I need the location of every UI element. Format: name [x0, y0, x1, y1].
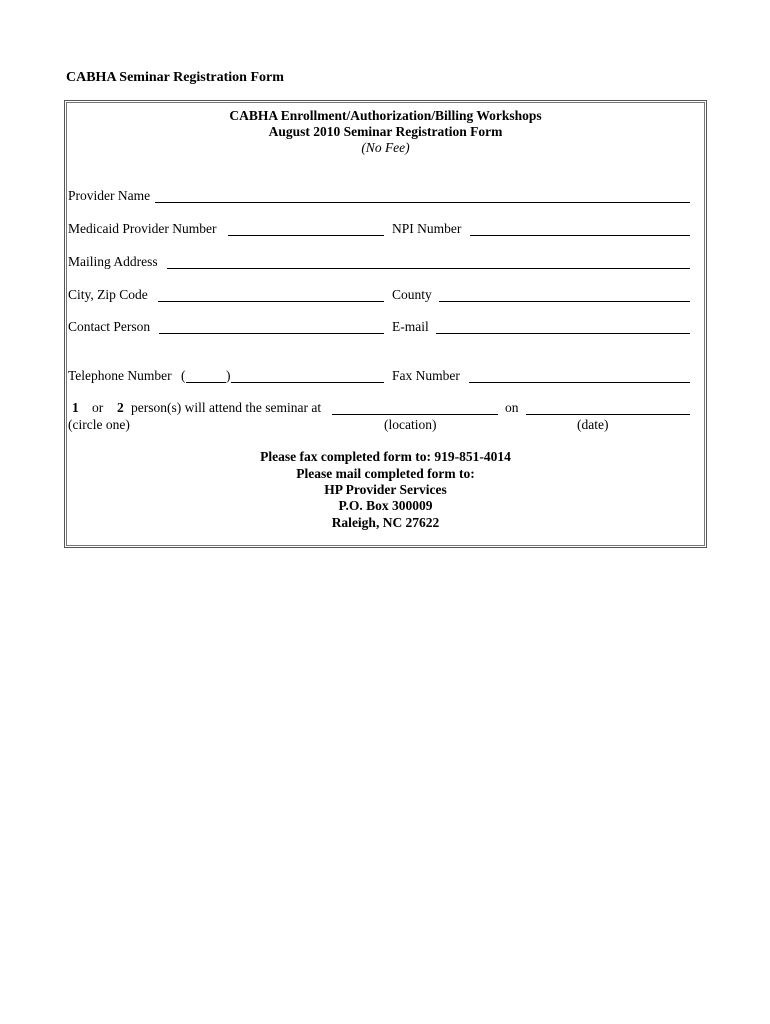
- form-subheading: August 2010 Seminar Registration Form: [268, 124, 503, 139]
- circle-one-note: (circle one): [68, 417, 130, 432]
- document-title: CABHA Seminar Registration Form: [66, 70, 284, 85]
- area-code-field[interactable]: [186, 382, 226, 383]
- or-text: or: [92, 400, 104, 415]
- city-zip-label: City, Zip Code: [68, 287, 148, 302]
- city-zip-field[interactable]: [158, 301, 384, 302]
- county-label: County: [392, 287, 432, 302]
- date-field[interactable]: [526, 414, 690, 415]
- area-code-close-paren: ): [226, 368, 231, 383]
- fax-number-label: Fax Number: [392, 368, 460, 383]
- attendee-option-one[interactable]: 1: [72, 400, 79, 415]
- mail-city: Raleigh, NC 27622: [331, 515, 440, 530]
- fax-number-field[interactable]: [469, 382, 690, 383]
- npi-number-label: NPI Number: [392, 221, 462, 236]
- mail-po-box: P.O. Box 300009: [338, 498, 433, 513]
- date-caption: (date): [577, 417, 609, 432]
- telephone-label: Telephone Number: [68, 368, 172, 383]
- mail-organization: HP Provider Services: [324, 482, 447, 497]
- fee-note: (No Fee): [361, 140, 410, 155]
- registration-form-box: [64, 100, 707, 548]
- attendance-text: person(s) will attend the seminar at: [131, 400, 322, 415]
- email-field[interactable]: [436, 333, 690, 334]
- on-text: on: [505, 400, 519, 415]
- form-heading: CABHA Enrollment/Authorization/Billing Workshops: [229, 108, 542, 123]
- location-caption: (location): [384, 417, 437, 432]
- provider-name-label: Provider Name: [68, 188, 151, 203]
- mail-instructions: Please mail completed form to:: [296, 466, 475, 481]
- area-code-open-paren: (: [181, 368, 186, 383]
- npi-number-field[interactable]: [470, 235, 690, 236]
- contact-person-field[interactable]: [159, 333, 384, 334]
- email-label: E-mail: [392, 319, 429, 334]
- contact-person-label: Contact Person: [68, 319, 151, 334]
- mailing-address-label: Mailing Address: [68, 254, 158, 269]
- provider-name-field[interactable]: [155, 202, 690, 203]
- mailing-address-field[interactable]: [167, 268, 690, 269]
- location-field[interactable]: [332, 414, 498, 415]
- county-field[interactable]: [439, 301, 690, 302]
- telephone-field[interactable]: [231, 382, 384, 383]
- medicaid-number-field[interactable]: [228, 235, 384, 236]
- medicaid-number-label: Medicaid Provider Number: [68, 221, 217, 236]
- attendee-option-two[interactable]: 2: [117, 400, 124, 415]
- fax-instructions: Please fax completed form to: 919-851-4014: [260, 449, 511, 464]
